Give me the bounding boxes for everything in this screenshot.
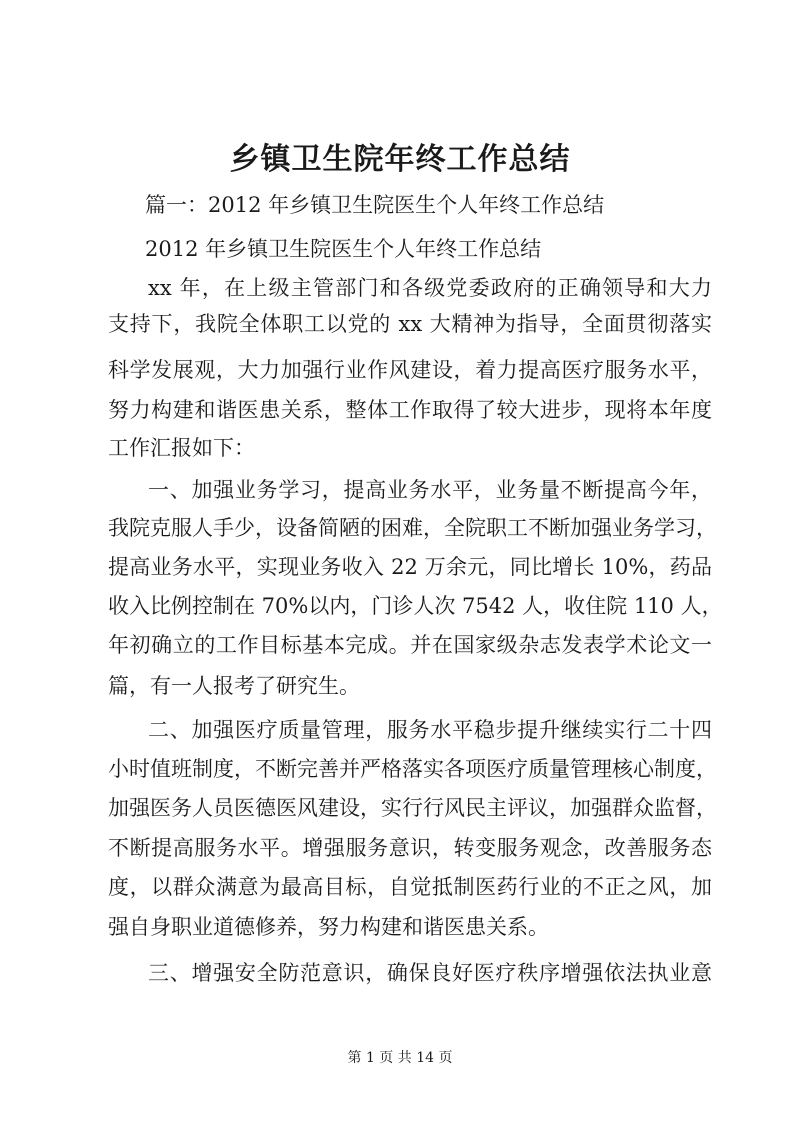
- paragraph-line: 支持下，我院全体职工以党的 xx 大精神为指导，全面贯彻落实: [108, 312, 712, 336]
- paragraph-line: 一、加强业务学习，提高业务水平，业务量不断提高今年，: [148, 478, 712, 502]
- paragraph-line: 不断提高服务水平。增强服务意识，转变服务观念，改善服务态: [108, 836, 712, 860]
- paragraph-line: 工作汇报如下：: [108, 436, 255, 460]
- paragraph-line: 强自身职业道德修养，努力构建和谐医患关系。: [108, 915, 549, 939]
- section-heading: 篇一：2012 年乡镇卫生院医生个人年终工作总结: [145, 193, 605, 217]
- paragraph-line: 收入比例控制在 70%以内，门诊人次 7542 人，收住院 110 人，: [108, 594, 723, 618]
- paragraph-line: 努力构建和谐医患关系，整体工作取得了较大进步，现将本年度: [108, 398, 712, 422]
- paragraph-line: 年初确立的工作目标基本完成。并在国家级杂志发表学术论文一: [108, 633, 712, 657]
- document-title: 乡镇卫生院年终工作总结: [229, 142, 571, 177]
- page-number: 第 1 页 共 14 页: [347, 1050, 453, 1066]
- paragraph-line: 二、加强医疗质量管理，服务水平稳步提升继续实行二十四: [148, 718, 712, 742]
- paragraph-line: 加强医务人员医德医风建设，实行行风民主评议，加强群众监督，: [108, 796, 717, 820]
- article-subtitle: 2012 年乡镇卫生院医生个人年终工作总结: [145, 237, 542, 261]
- paragraph-line: xx 年，在上级主管部门和各级党委政府的正确领导和大力: [148, 276, 712, 300]
- paragraph-line: 我院克服人手少，设备简陋的困难，全院职工不断加强业务学习，: [108, 516, 717, 540]
- paragraph-line: 提高业务水平，实现业务收入 22 万余元，同比增长 10%，药品: [108, 555, 712, 579]
- paragraph-line: 小时值班制度，不断完善并严格落实各项医疗质量管理核心制度，: [108, 757, 717, 781]
- paragraph-line: 篇，有一人报考了研究生。: [108, 674, 360, 698]
- paragraph-line: 科学发展观，大力加强行业作风建设，着力提高医疗服务水平，: [108, 358, 712, 382]
- paragraph-line: 度，以群众满意为最高目标，自觉抵制医药行业的不正之风，加: [108, 875, 712, 899]
- paragraph-line: 三、增强安全防范意识，确保良好医疗秩序增强依法执业意: [148, 961, 712, 985]
